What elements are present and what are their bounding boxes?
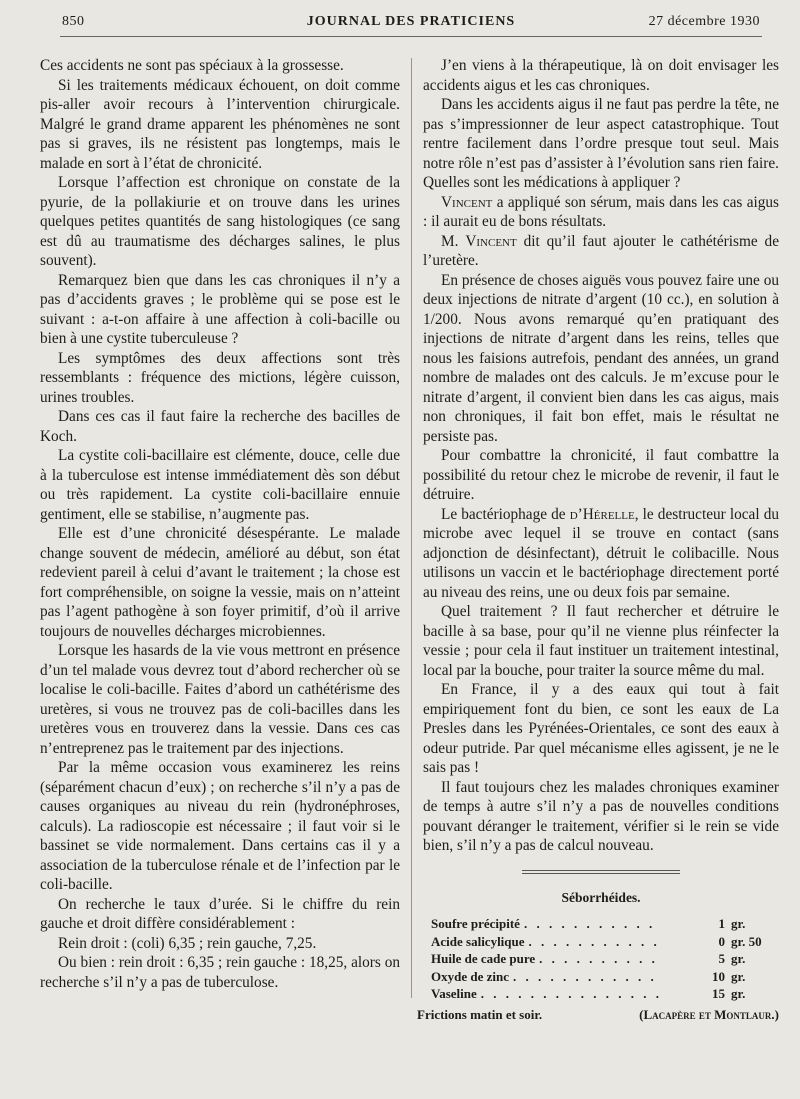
leader-dots	[481, 985, 659, 1003]
recipe-footer	[417, 1005, 779, 1025]
page-number: 850	[62, 14, 85, 29]
ingredient-quantity: 10	[712, 968, 725, 984]
ingredient-name: Huile de cade pure	[431, 951, 536, 966]
recipe-item	[431, 985, 779, 1003]
paragraph	[423, 232, 779, 271]
paragraph	[423, 56, 779, 95]
paragraph	[40, 953, 400, 992]
paragraph	[40, 349, 400, 408]
paragraph	[40, 446, 400, 524]
paragraph-text: a appliqué son sérum, mais dans les cas aigus : il aurait eu de bons résultats.	[423, 193, 779, 230]
paragraph-text: Dans ces cas il faut faire la recherche des bacilles de Koch.	[40, 408, 400, 445]
ingredient-unit: gr.	[731, 951, 746, 966]
ingredient-quantity: 1	[718, 916, 725, 931]
leader-dots	[529, 933, 659, 951]
author-name: Vincent	[441, 193, 493, 211]
paragraph	[40, 76, 400, 174]
ingredient-unit: gr.	[731, 968, 746, 984]
recipe-item	[431, 933, 779, 951]
paragraph-text: Lorsque l’affection est chronique on constate de la pyurie, de la pollakiurie et on trouve dans les urines quelques petites quantités de sang histologiques (ce sang est dû au traumatisme des décharges salines, le plus souvent).	[40, 174, 400, 269]
author-name: d’Hérelle	[569, 505, 635, 523]
paragraph-text: En présence de choses aiguës vous pouvez faire une ou deux injections de nitrate d’argent (10 cc.), en solution à 1/200. Nous avons remarqué qu’en pratiquant des injections de nitrate d’argent dans les reins, telles que nous les faisions autrefois, pendant des années, un grand nombre de malades ont des calculs. Je m’excuse pour le nitrate d’argent, il convient bien dans les cas aigus, mais non chroniques, il fait bon effet, mais le résultat ne persiste pas.	[423, 271, 779, 445]
paragraph-text: En France, il y a des eaux qui tout à fait empiriquement font du bien, ce sont les eaux de La Presles dans les Pyrénées-Orientales, ce sont des eaux à odeur putride. Par quel mécanisme elles agissent, je ne le sais pas !	[423, 681, 779, 776]
ingredient-unit: gr.	[731, 986, 746, 1001]
column-divider	[411, 58, 412, 998]
paragraph	[40, 271, 400, 349]
paragraph-text: Ou bien : rein droit : 6,35 ; rein gauche : 18,25, alors on recherche s’il n’y a pas de tuberculose.	[40, 954, 400, 991]
paragraph	[423, 680, 779, 778]
paragraph-text: On recherche le taux d’urée. Si le chiffre du rein gauche et droit diffère considérablement :	[40, 895, 400, 932]
paragraph	[40, 758, 400, 895]
paragraph-text: , le destructeur local du microbe avec lequel il se trouve en contact (sans adjonction de désinfectant), détruit le colibacille. Nous utilisons un vaccin et le bactériophage directement porté au niveau des reins, une ou deux fois par semaine.	[423, 505, 780, 601]
header-rule	[60, 36, 762, 37]
paragraph	[423, 193, 779, 232]
paragraph	[40, 934, 400, 954]
leader-dots	[539, 950, 659, 968]
paragraph-lead: Le bactériophage de	[441, 505, 570, 523]
recipe-item	[431, 915, 779, 933]
paragraph-text: Ces accidents ne sont pas spéciaux à la grossesse.	[40, 57, 344, 74]
leader-dots	[524, 915, 659, 933]
section-separator	[522, 870, 680, 874]
right-column-text	[423, 56, 779, 856]
paragraph-text: Pour combattre la chronicité, il faut combattre la possibilité du retour chez le microbe de revenir, il faut le détruire.	[423, 447, 779, 503]
paragraph	[423, 95, 779, 193]
paragraph	[40, 56, 400, 76]
paragraph-text: Dans les accidents aigus il ne faut pas perdre la tête, ne pas s’impressionner de leur aspect catastrophique. Tout rentre facilement dans l’ordre presque tout seul. Mais notre rôle n’est pas d’assister à l’évolution sans rien faire. Quelles sont les médications à appliquer ?	[423, 96, 779, 191]
ingredient-quantity: 0	[718, 933, 725, 949]
recipe-instructions: Frictions matin et soir.	[417, 1006, 543, 1022]
ingredient-name: Vaseline	[431, 986, 477, 1001]
recipe-list	[431, 915, 779, 1003]
issue-date: 27 décembre 1930	[648, 14, 760, 29]
recipe-item	[431, 950, 779, 968]
ingredient-name: Acide salicylique	[431, 933, 525, 949]
paragraph	[40, 895, 400, 934]
paragraph-text: Lorsque les hasards de la vie vous mettront en présence d’un tel malade vous devrez tout d’abord rechercher où se localise le coli-bacille. Faites d’abord un cathétérisme des uretères, si vous ne trouvez pas de coli-bacilles dans les uretères vous en trouverez dans la vessie. Dans ces cas n’entreprenez pas le traitement par des injections.	[40, 642, 400, 757]
paragraph	[423, 271, 779, 447]
paragraph	[423, 446, 779, 505]
paragraph-text: Quel traitement ? Il faut rechercher et détruire le bacille à sa base, pour qu’il ne vienne plus réinfecter la vessie ; pour cela il faut instituer un traitement intestinal, local par la bouche, pour traiter la source même du mal.	[423, 603, 779, 679]
paragraph	[40, 641, 400, 758]
ingredient-unit: gr. 50	[731, 933, 762, 949]
paragraph	[423, 505, 779, 603]
paragraph-text: J’en viens à la thérapeutique, là on doit envisager les accidents aigus et les cas chroniques.	[423, 57, 779, 94]
right-column	[417, 56, 780, 1024]
paragraph-text: Rein droit : (coli) 6,35 ; rein gauche, 7,25.	[58, 934, 317, 952]
paragraph	[40, 524, 400, 641]
paragraph-text: Si les traitements médicaux échouent, on doit comme pis-aller avoir recours à l’intervention chirurgicale. Malgré le grand drame apparent les phénomènes ne sont pas si graves, ils ne résistent pas longtemps, mais le malade en sort à l’état de chronicité.	[40, 76, 400, 172]
paragraph-text: Il faut toujours chez les malades chroniques examiner de temps à autre s’il n’y a pas de nouvelles conditions pouvant déranger le traitement, vérifier si le rein se vide bien, s’il n’y a pas de calcul nouveau.	[423, 778, 779, 854]
paragraph-text: La cystite coli-bacillaire est clémente, douce, celle due à la tuberculose est intense immédiatement dès son début ou très rapidement. La cystite coli-bacillaire ennuie gentiment, elle se stabilise, n’augmente pas.	[40, 447, 400, 523]
recipe-item	[431, 968, 779, 986]
paragraph	[40, 407, 400, 446]
recipe-authors: (Lacapère et Montlaur.)	[639, 1006, 779, 1022]
recipe-title: Séborrhéides.	[561, 889, 641, 905]
paragraph-text: Elle est d’une chronicité désespérante. Le malade change souvent de médecin, amélioré au début, son état redevient pareil à celui d’avant le traitement ; la chose est fort compréhensible, on soigne la vessie, mais on n’atteint pas l’agent pathogène à son foyer primitif, d’où il arrive toujours de nouvelles décharges microbiennes.	[40, 525, 400, 640]
running-header	[62, 14, 760, 36]
paragraph	[423, 602, 779, 680]
ingredient-name: Oxyde de zinc	[431, 968, 509, 984]
ingredient-name: Soufre précipité	[431, 916, 520, 931]
journal-title: JOURNAL DES PRATICIENS	[306, 14, 516, 29]
leader-dots	[513, 968, 659, 986]
paragraph-text: Par la même occasion vous examinerez les reins (séparément chacun d’eux) ; on recherche s’il n’y a pas de causes organiques au niveau du rein (hydronéphroses, calculs). La radioscopie est nécessaire ; il faut voir si le bassinet se vide normalement. Dans certains cas il y a association de la tuberculose rénale et de l’infection par le coli-bacille.	[40, 759, 400, 893]
paragraph	[40, 173, 400, 271]
ingredient-quantity: 5	[718, 951, 725, 966]
paragraph-lead: M.	[441, 232, 466, 250]
paragraph-text: Les symptômes des deux affections sont très ressemblants : fréquence des mictions, légère cuisson, urines troubles.	[40, 349, 400, 406]
ingredient-quantity: 15	[712, 986, 725, 1001]
paragraph	[423, 778, 779, 856]
author-name: Vincent	[465, 232, 517, 250]
paragraph-text: dit qu’il faut ajouter le cathétérisme de l’uretère.	[423, 232, 779, 269]
ingredient-unit: gr.	[731, 916, 746, 931]
paragraph-text: Remarquez bien que dans les cas chroniques il n’y a pas d’accidents graves ; le problème qui se pose est le suivant : a-t-on affaire à une affection à coli-bacille ou bien à une cystite tuberculeuse ?	[40, 271, 400, 347]
left-column	[40, 56, 400, 992]
